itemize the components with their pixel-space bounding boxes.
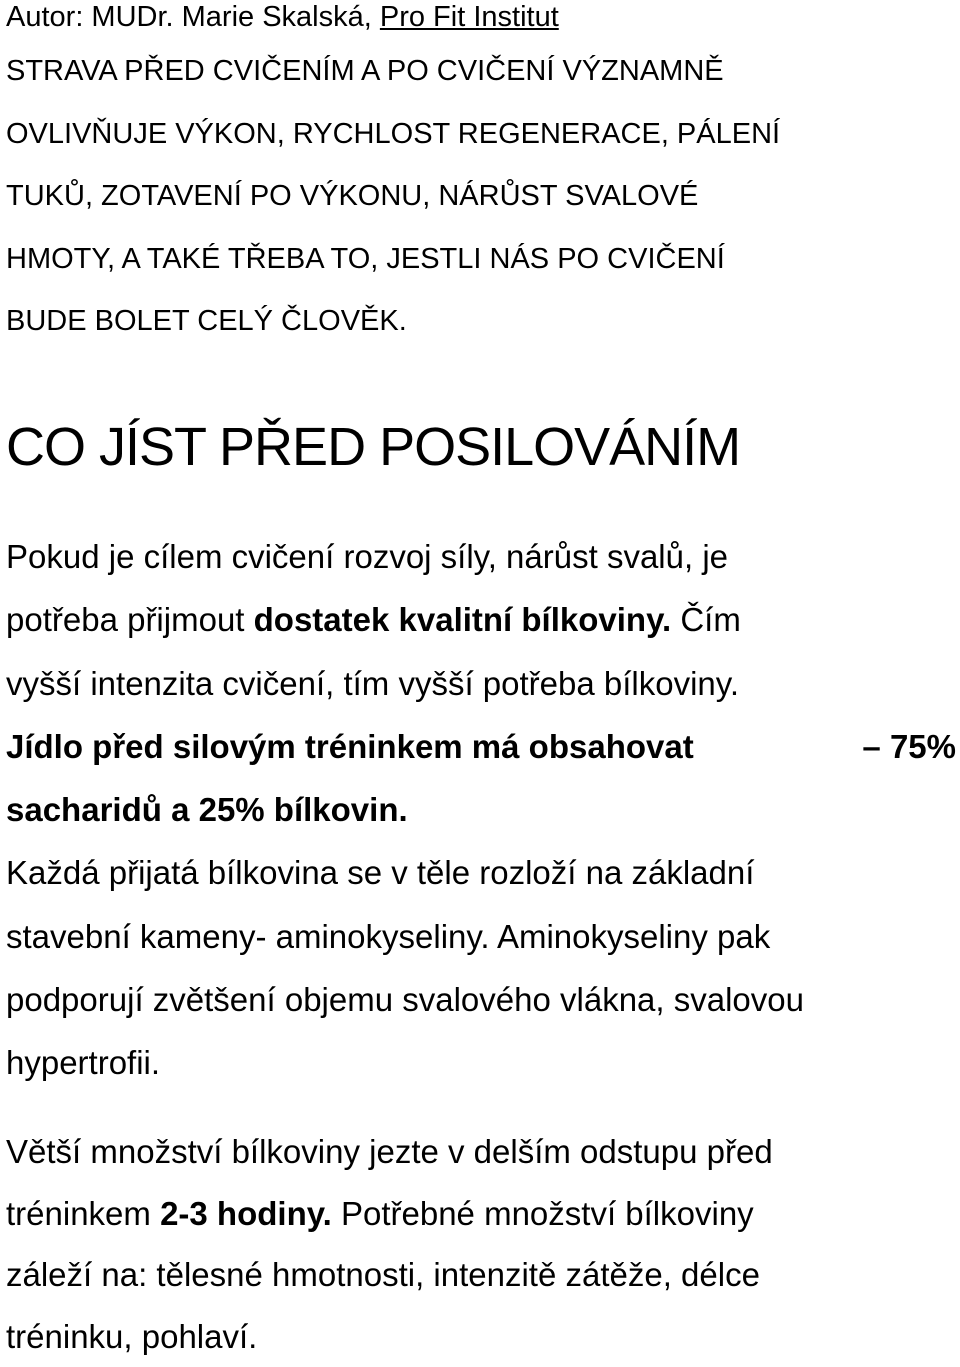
text-run: potřeba přijmout — [6, 601, 254, 638]
text-run: Potřebné množství bílkoviny — [332, 1195, 754, 1232]
intro-line: OVLIVŇUJE VÝKON, RYCHLOST REGENERACE, PÁLENÍ — [6, 103, 956, 166]
author-line — [6, 0, 559, 34]
text-run: Čím — [671, 601, 741, 638]
paragraph-line: Pokud je cílem cvičení rozvoj síly, nárůst svalů, je — [6, 525, 960, 588]
bold-text-run: dostatek kvalitní bílkoviny. — [254, 601, 672, 638]
paragraph-protein — [6, 525, 960, 1095]
paragraph-line: vyšší intenzita cvičení, tím vyšší potřeba bílkoviny. — [6, 652, 960, 715]
paragraph-line: hypertrofii. — [6, 1031, 960, 1094]
paragraph-line — [6, 588, 960, 651]
bold-text-run: – 75% — [862, 715, 956, 778]
paragraph-line: záleží na: tělesné hmotnosti, intenzitě zátěže, délce — [6, 1244, 960, 1306]
bold-text-run: sacharidů a 25% bílkovin. — [6, 791, 408, 828]
intro-line: STRAVA PŘED CVIČENÍM A PO CVIČENÍ VÝZNAMNĚ — [6, 40, 956, 103]
intro-line: HMOTY, A TAKÉ TŘEBA TO, JESTLI NÁS PO CVIČENÍ — [6, 228, 956, 291]
paragraph-line: podporují zvětšení objemu svalového vlákna, svalovou — [6, 968, 960, 1031]
paragraph-line: stavební kameny- aminokyseliny. Aminokyseliny pak — [6, 905, 960, 968]
section-heading: CO JÍST PŘED POSILOVÁNÍM — [6, 412, 740, 482]
bold-text-run: Jídlo před silovým tréninkem má obsahovat — [6, 715, 694, 778]
paragraph-line — [6, 715, 956, 778]
paragraph-line: tréninku, pohlaví. — [6, 1306, 960, 1367]
intro-line: BUDE BOLET CELÝ ČLOVĚK. — [6, 290, 956, 353]
paragraph-line: Větší množství bílkoviny jezte v delším odstupu před — [6, 1121, 960, 1183]
pro-fit-institut-link[interactable]: Pro Fit Institut — [380, 1, 559, 33]
paragraph-line: Každá přijatá bílkovina se v těle rozloží na základní — [6, 841, 960, 904]
intro-line: TUKŮ, ZOTAVENÍ PO VÝKONU, NÁRŮST SVALOVÉ — [6, 165, 956, 228]
text-run: tréninkem — [6, 1195, 160, 1232]
author-text: Autor: MUDr. Marie Skalská, — [6, 1, 380, 33]
paragraph-line — [6, 1183, 960, 1245]
intro-paragraph — [6, 40, 956, 353]
bold-text-run: 2-3 hodiny. — [160, 1195, 332, 1232]
paragraph-line — [6, 778, 960, 841]
paragraph-timing — [6, 1121, 960, 1367]
